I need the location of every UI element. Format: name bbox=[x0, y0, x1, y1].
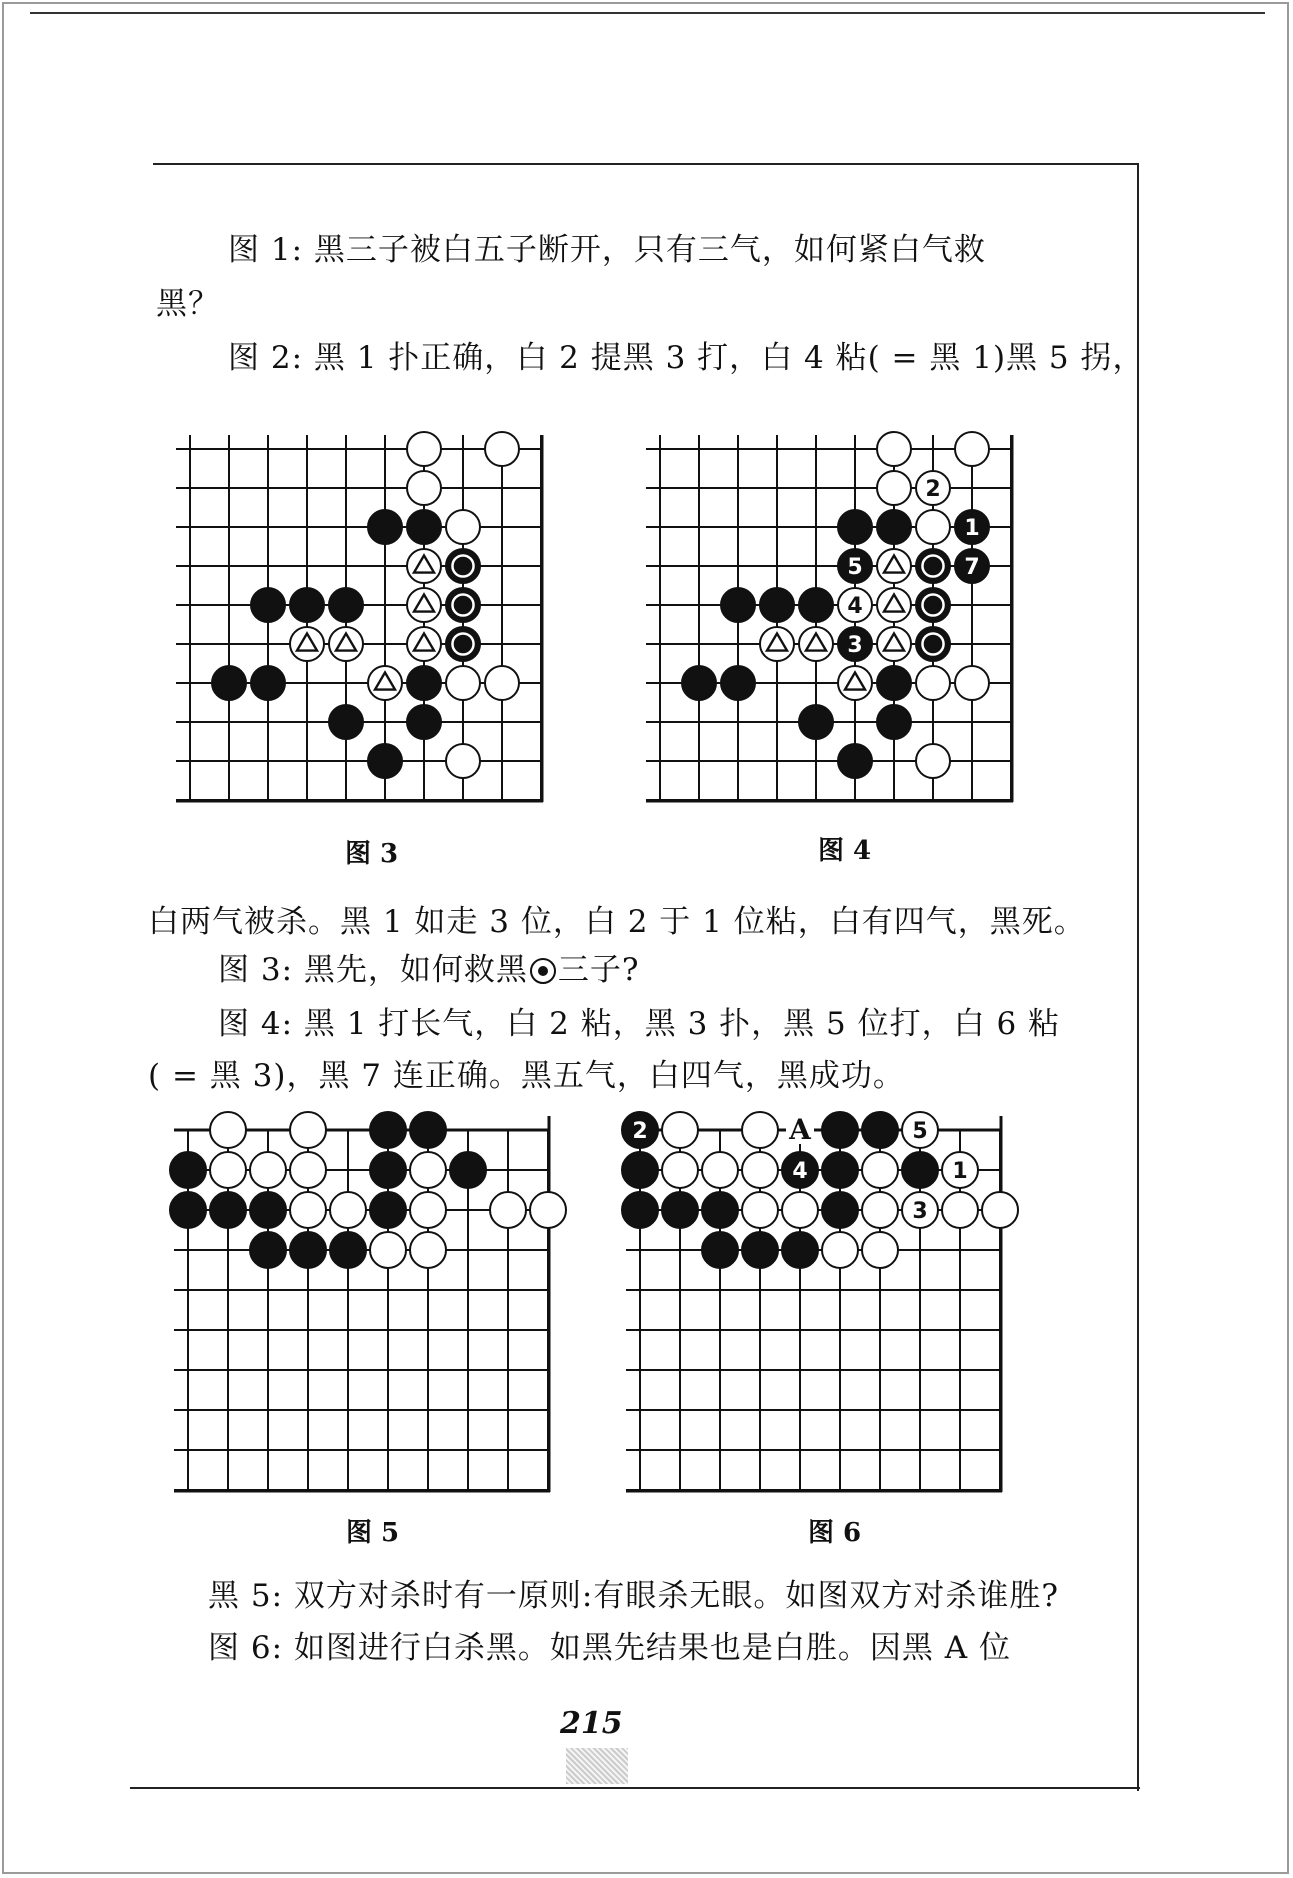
white-stone bbox=[662, 1112, 698, 1148]
white-stone bbox=[410, 1192, 446, 1228]
white-stone bbox=[446, 510, 480, 544]
move-number-label: 1 bbox=[964, 516, 980, 541]
move-number-label: 3 bbox=[912, 1199, 928, 1224]
white-stone bbox=[742, 1112, 778, 1148]
black-stone bbox=[290, 588, 324, 622]
white-stone bbox=[916, 666, 950, 700]
paragraph-fig4-line2: ( = 黑 3)，黑 7 连正确。黑五气，白四气，黑成功。 bbox=[148, 1058, 905, 1094]
white-stone bbox=[210, 1112, 246, 1148]
white-stone bbox=[862, 1232, 898, 1268]
move-number-label: 5 bbox=[847, 555, 863, 580]
white-stone bbox=[742, 1192, 778, 1228]
black-stone bbox=[251, 588, 285, 622]
black-stone bbox=[622, 1152, 658, 1188]
black-stone bbox=[368, 744, 402, 778]
paragraph-fig4-line1: 图 4: 黑 1 打长气，白 2 粘，黑 3 扑，黑 5 位打，白 6 粘 bbox=[218, 1006, 1061, 1042]
white-stone bbox=[290, 1152, 326, 1188]
top-rule bbox=[30, 12, 1265, 14]
black-stone bbox=[250, 1232, 286, 1268]
black-stone bbox=[662, 1192, 698, 1228]
dot-marker bbox=[458, 600, 469, 611]
white-stone bbox=[782, 1192, 818, 1228]
black-stone bbox=[170, 1152, 206, 1188]
white-stone bbox=[942, 1192, 978, 1228]
marked-black-stone-symbol bbox=[530, 958, 556, 984]
white-stone bbox=[955, 432, 989, 466]
black-stone bbox=[862, 1112, 898, 1148]
black-stone bbox=[721, 666, 755, 700]
paragraph-fig3 bbox=[218, 946, 640, 995]
white-stone bbox=[370, 1232, 406, 1268]
page-number: 215 bbox=[560, 1706, 623, 1741]
paragraph-fig2-line1: 图 2: 黑 1 扑正确，白 2 提黑 3 打，白 4 粘( = 黑 1)黑 5 拐， bbox=[228, 340, 1145, 376]
white-stone bbox=[530, 1192, 566, 1228]
black-stone bbox=[290, 1232, 326, 1268]
black-stone bbox=[822, 1192, 858, 1228]
white-stone bbox=[407, 471, 441, 505]
move-number-label: 4 bbox=[847, 594, 863, 619]
black-stone bbox=[329, 705, 363, 739]
black-stone bbox=[407, 705, 441, 739]
white-stone bbox=[916, 510, 950, 544]
black-stone bbox=[822, 1112, 858, 1148]
black-stone bbox=[877, 510, 911, 544]
white-stone bbox=[955, 666, 989, 700]
white-stone bbox=[862, 1192, 898, 1228]
white-stone bbox=[742, 1152, 778, 1188]
black-stone bbox=[370, 1192, 406, 1228]
go-board-fig3 bbox=[190, 427, 570, 797]
black-stone bbox=[760, 588, 794, 622]
go-board-fig4 bbox=[660, 427, 1040, 797]
white-stone bbox=[210, 1152, 246, 1188]
white-stone bbox=[407, 432, 441, 466]
caption-fig6: 图 6 bbox=[808, 1518, 862, 1548]
go-board-fig6 bbox=[622, 1110, 1042, 1505]
black-stone bbox=[450, 1152, 486, 1188]
dot-marker bbox=[928, 600, 939, 611]
black-stone bbox=[877, 666, 911, 700]
black-stone bbox=[799, 588, 833, 622]
white-stone bbox=[877, 471, 911, 505]
black-stone bbox=[250, 1192, 286, 1228]
go-board-fig5 bbox=[170, 1110, 590, 1505]
black-stone bbox=[170, 1192, 206, 1228]
black-stone bbox=[702, 1192, 738, 1228]
move-number-label: 7 bbox=[964, 555, 980, 580]
fig3-text-b: 三子? bbox=[557, 952, 640, 988]
black-stone bbox=[330, 1232, 366, 1268]
black-stone bbox=[370, 1152, 406, 1188]
paragraph-fig5: 黑 5: 双方对杀时有一原则:有眼杀无眼。如图双方对杀谁胜? bbox=[208, 1578, 1059, 1614]
black-stone bbox=[251, 666, 285, 700]
move-number-label: 5 bbox=[912, 1119, 928, 1144]
black-stone bbox=[838, 744, 872, 778]
caption-fig5: 图 5 bbox=[346, 1518, 400, 1548]
white-stone bbox=[916, 744, 950, 778]
white-stone bbox=[446, 666, 480, 700]
black-stone bbox=[370, 1112, 406, 1148]
white-stone bbox=[862, 1152, 898, 1188]
white-stone bbox=[490, 1192, 526, 1228]
dot-marker bbox=[458, 561, 469, 572]
caption-fig3: 图 3 bbox=[345, 839, 399, 869]
white-stone bbox=[446, 744, 480, 778]
move-number-label: 2 bbox=[632, 1119, 648, 1144]
white-stone bbox=[662, 1152, 698, 1188]
black-stone bbox=[622, 1192, 658, 1228]
dot-marker bbox=[458, 639, 469, 650]
white-stone bbox=[290, 1112, 326, 1148]
move-number-label: 4 bbox=[792, 1159, 808, 1184]
black-stone bbox=[902, 1152, 938, 1188]
black-stone bbox=[368, 510, 402, 544]
black-stone bbox=[682, 666, 716, 700]
white-stone bbox=[982, 1192, 1018, 1228]
page-border-bottom bbox=[130, 1787, 1140, 1789]
move-number-label: 2 bbox=[925, 477, 941, 502]
caption-fig4: 图 4 bbox=[818, 836, 872, 866]
black-stone bbox=[799, 705, 833, 739]
scan-smudge bbox=[566, 1748, 628, 1784]
white-stone bbox=[250, 1152, 286, 1188]
white-stone bbox=[410, 1232, 446, 1268]
black-stone bbox=[410, 1112, 446, 1148]
white-stone bbox=[822, 1232, 858, 1268]
black-stone bbox=[702, 1232, 738, 1268]
paragraph-fig6: 图 6: 如图进行白杀黑。如黑先结果也是白胜。因黑 A 位 bbox=[208, 1630, 1011, 1666]
point-label-a: A bbox=[789, 1113, 811, 1146]
white-stone bbox=[330, 1192, 366, 1228]
white-stone bbox=[410, 1152, 446, 1188]
black-stone bbox=[822, 1152, 858, 1188]
black-stone bbox=[877, 705, 911, 739]
page-border-right bbox=[1137, 163, 1139, 1791]
black-stone bbox=[407, 666, 441, 700]
white-stone bbox=[485, 432, 519, 466]
paragraph-fig1-line2: 黑？ bbox=[156, 286, 220, 322]
black-stone bbox=[742, 1232, 778, 1268]
black-stone bbox=[721, 588, 755, 622]
black-stone bbox=[782, 1232, 818, 1268]
white-stone bbox=[290, 1192, 326, 1228]
black-stone bbox=[407, 510, 441, 544]
fig3-text-a: 图 3: 黑先，如何救黑 bbox=[218, 952, 528, 988]
black-stone bbox=[838, 510, 872, 544]
dot-marker bbox=[928, 639, 939, 650]
black-stone bbox=[210, 1192, 246, 1228]
white-stone bbox=[485, 666, 519, 700]
paragraph-fig1-line1: 图 1: 黑三子被白五子断开，只有三气，如何紧白气救 bbox=[228, 232, 986, 268]
paragraph-fig2-line2: 白两气被杀。黑 1 如走 3 位，白 2 于 1 位粘，白有四气，黑死。 bbox=[148, 904, 1086, 940]
move-number-label: 3 bbox=[847, 633, 863, 658]
dot-marker bbox=[928, 561, 939, 572]
page-border-top bbox=[153, 163, 1138, 165]
move-number-label: 1 bbox=[952, 1159, 968, 1184]
white-stone bbox=[877, 432, 911, 466]
black-stone bbox=[329, 588, 363, 622]
white-stone bbox=[702, 1152, 738, 1188]
black-stone bbox=[212, 666, 246, 700]
